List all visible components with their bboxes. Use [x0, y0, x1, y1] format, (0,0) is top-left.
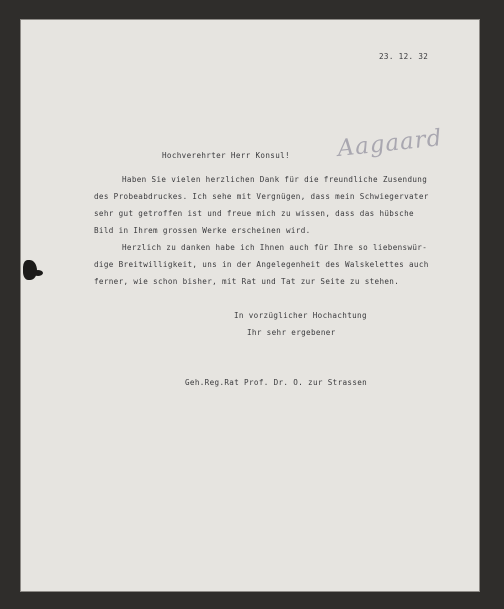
letter-salutation: Hochverehrter Herr Konsul! [162, 151, 290, 160]
ink-stain-drip [33, 270, 43, 276]
signature-line: Geh.Reg.Rat Prof. Dr. O. zur Strassen [185, 378, 368, 387]
body-line: Bild in Ihrem grossen Werke erscheinen wird. [94, 226, 311, 235]
body-line: des Probeabdruckes. Ich sehe mit Vergnügen, dass mein Schwiegervater [94, 192, 429, 201]
body-line: Herzlich zu danken habe ich Ihnen auch für Ihre so liebenswür- [122, 243, 428, 252]
closing-line: In vorzüglicher Hochachtung [234, 311, 367, 320]
handwritten-name: Aagaard [336, 125, 444, 162]
letter-page [21, 20, 479, 591]
letter-date: 23. 12. 32 [379, 52, 429, 61]
body-line: dige Breitwilligkeit, uns in der Angelegenheit des Walskelettes auch [94, 260, 429, 269]
body-line: sehr gut getroffen ist und freue mich zu wissen, dass das hübsche [94, 209, 414, 218]
body-line: ferner, wie schon bisher, mit Rat und Tat zur Seite zu stehen. [94, 277, 400, 286]
body-line: Haben Sie vielen herzlichen Dank für die freundliche Zusendung [122, 175, 428, 184]
closing-line: Ihr sehr ergebener [247, 328, 336, 337]
